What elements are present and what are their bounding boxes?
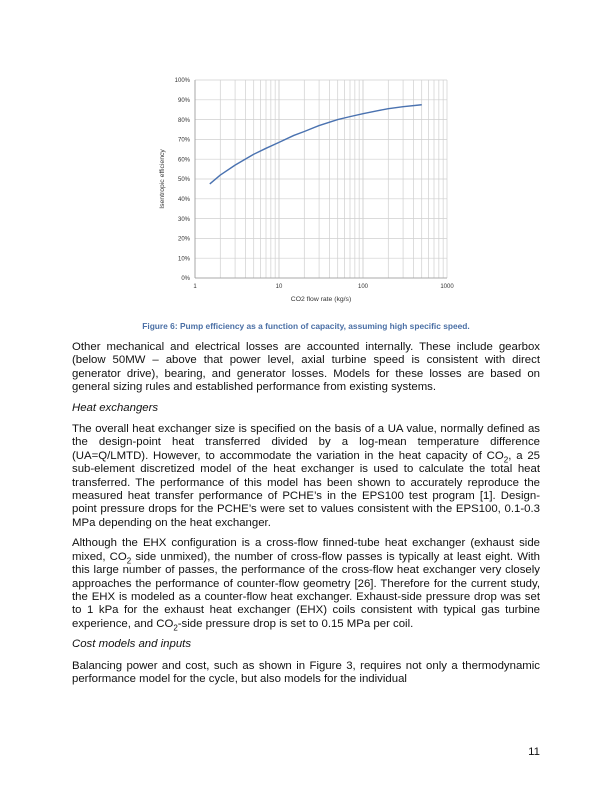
y-tick-label: 90% — [177, 98, 190, 104]
x-tick-label: 100 — [357, 284, 369, 290]
p3-subscript-1: 2 — [126, 555, 132, 565]
paragraph-mechanical-losses: Other mechanical and electrical losses are accounted internally. These include gearbox (below 50MW – above that power level, axial turbine speed is consistent with direct generator drive), bearing, and generator losses. Models for these losses are based on general sizing rules and established performance from existing systems. — [72, 341, 540, 394]
chart-svg — [155, 70, 465, 310]
y-tick-label: 50% — [177, 177, 190, 184]
y-tick-label: 60% — [177, 157, 190, 164]
section-heading-heat-exchangers: Heat exchangers — [72, 401, 159, 414]
paragraph-balancing-power: Balancing power and cost, such as shown in Figure 3, requires not only a thermodynamic performance model for the cycle, but also models for the individual — [72, 659, 540, 685]
p3-text-b: side unmixed), the number of cross-flow passes is typically at least eight. With this large number of passes, the performance of the cross-flow heat exchanger very closely approaches the performance of counter-flow geometry [26]. Therefore for the current study, the EHX is modeled as a counter-flow heat exchanger. Exhaust-side pressure drop was set to 1 kPa for the exhaust heat exchanger (EHX) coils consistent with typical gas turbine experience, and CO — [72, 550, 540, 630]
y-tick-label: 80% — [177, 117, 190, 124]
page-number: 11 — [528, 746, 540, 758]
x-tick-label: 1 — [193, 284, 197, 290]
y-tick-label: 70% — [177, 137, 190, 144]
section-heading-cost-models: Cost models and inputs — [72, 638, 192, 651]
p2-text-b: , a 25 sub-element discretized model of the heat exchanger is used to calculate the total heat transferred. The performance of this model has been shown to accurately reproduce the measured heat transfer performance of PCHE’s in the EPS100 test program [1]. Design-point pressure drops for the PCHE’s were set to values consistent with the EPS100, 0.1-0.3 MPa depending on the heat exchanger. — [72, 449, 540, 529]
y-tick-label: 20% — [177, 236, 190, 243]
series-line — [210, 105, 422, 184]
y-tick-label: 100% — [174, 78, 190, 85]
y-tick-label: 30% — [177, 216, 190, 223]
x-tick-label: 10 — [275, 284, 283, 290]
x-tick-label: 1000 — [440, 284, 454, 290]
y-tick-label: 10% — [177, 256, 190, 263]
paragraph-ehx-configuration — [72, 537, 540, 631]
p3-subscript-2: 2 — [173, 623, 178, 632]
y-axis-label: Isentropic efficiency — [159, 149, 166, 209]
y-tick-label: 40% — [177, 197, 190, 203]
pump-efficiency-chart — [155, 70, 465, 310]
p2-text-a: The overall heat exchanger size is specified on the basis of a UA value, normally defined as the design-point heat transferred divided by a log-mean temperature difference (UA=Q/LMTD). However, to accommodate the variation in the heat capacity of CO — [72, 423, 540, 462]
paragraph-heat-exchanger-size — [72, 423, 540, 530]
p3-text-a: Although the EHX configuration is a cross-flow finned-tube heat exchanger (exhaust side mixed, CO — [72, 537, 540, 563]
body-text — [72, 341, 540, 693]
p2-subscript: 2 — [503, 455, 509, 465]
p3-text-c: -side pressure drop is set to 0.15 MPa per coil. — [177, 617, 414, 630]
figure-caption: Figure 6: Pump efficiency as a function of capacity, assuming high specific speed. — [142, 321, 470, 331]
y-tick-label: 0% — [181, 276, 190, 283]
x-axis-label: CO2 flow rate (kg/s) — [290, 296, 352, 303]
